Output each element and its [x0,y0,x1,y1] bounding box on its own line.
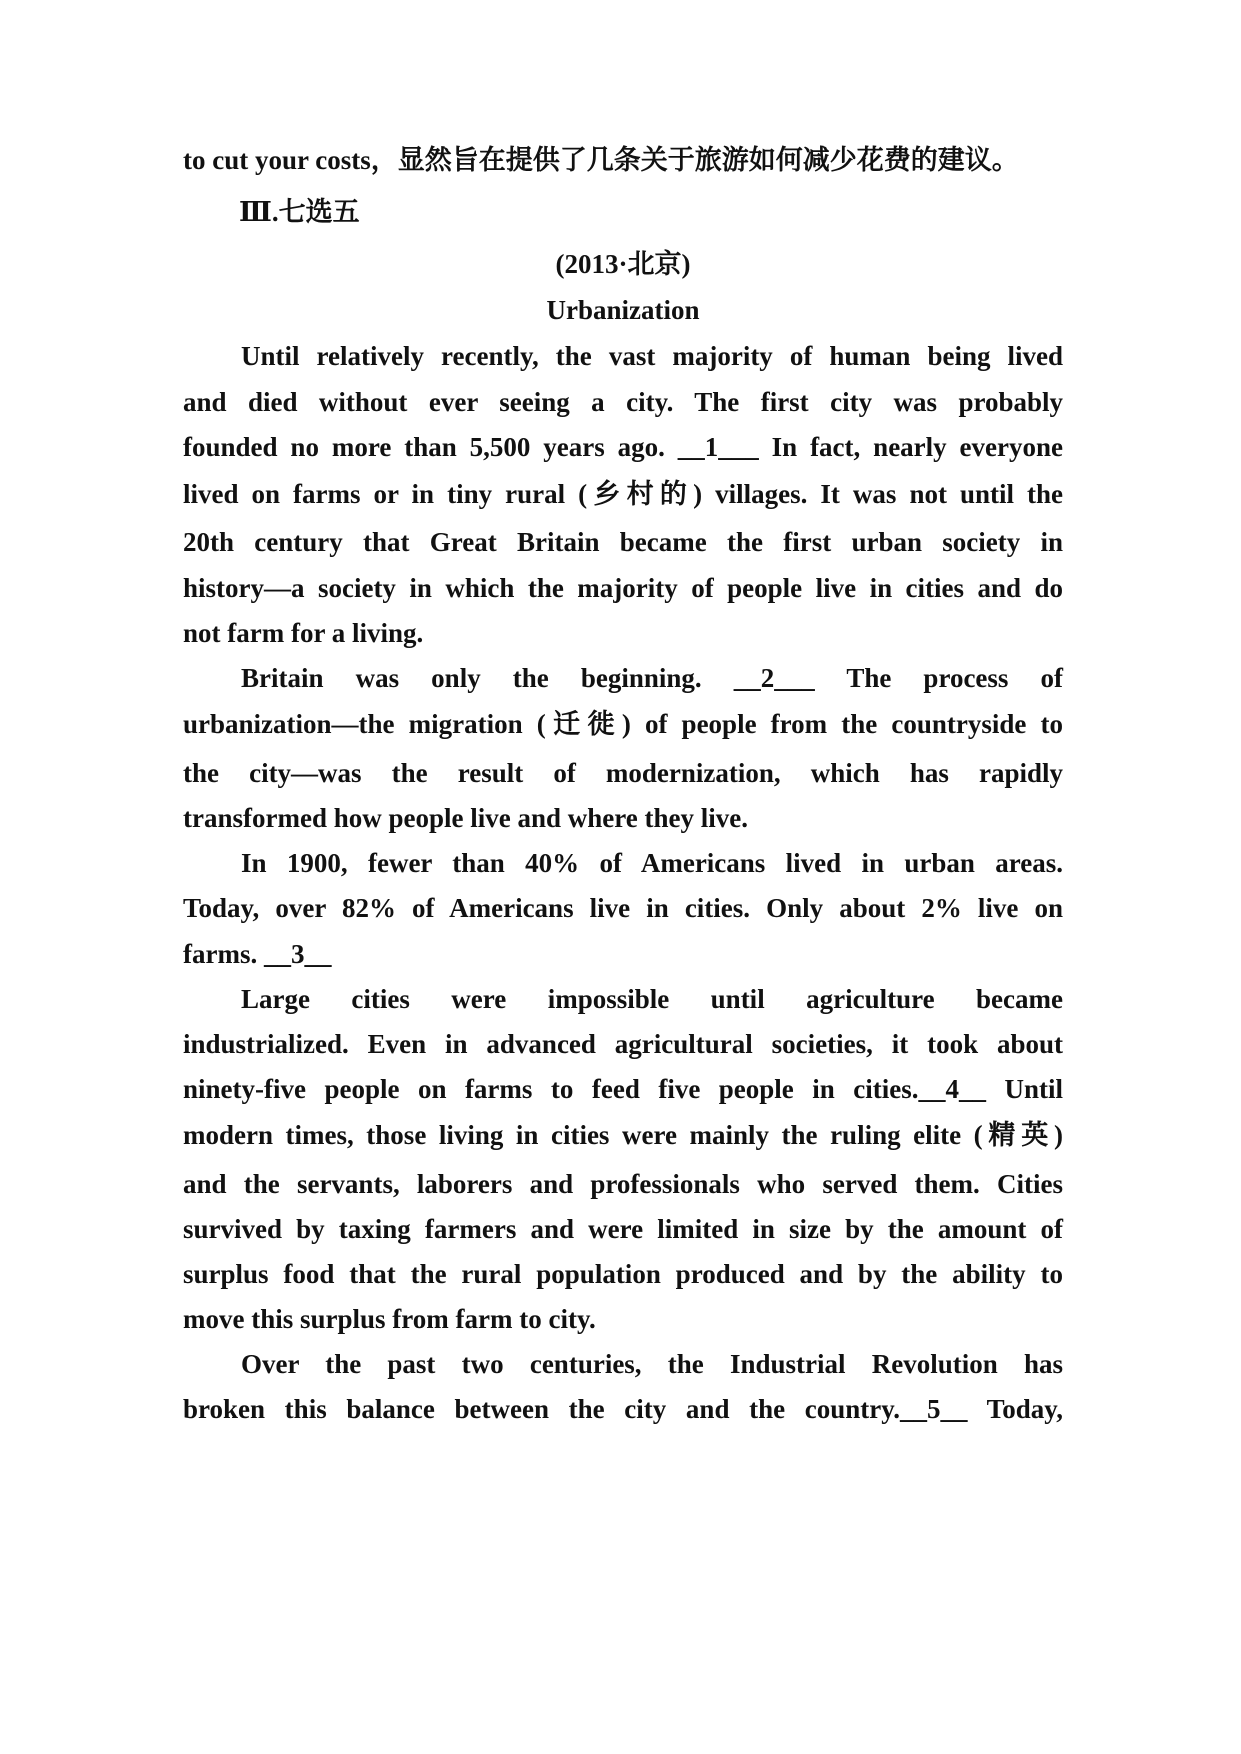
paragraph-2-line-2: urbanization—the migration (迁徙) of people from the countryside to [183,709,1063,739]
paragraph-1-line-2: and died without ever seeing a city. The first city was probably [183,387,1063,417]
paragraph-4-line-4: modern times, those living in cities were mainly the ruling elite (精英) [183,1120,1063,1150]
paragraph-1-line-4: lived on farms or in tiny rural (乡村的) villages. It was not until the [183,479,1063,509]
paragraph-4-line-5: and the servants, laborers and professionals who served them. Cities [183,1169,1063,1199]
paragraph-3-line-3: farms. __3__ [183,939,332,969]
paragraph-1-line-5: 20th century that Great Britain became the first urban society in [183,527,1063,557]
paragraph-5-line-2: broken this balance between the city and the country.__5__ Today, [183,1394,1063,1424]
paragraph-1-line-3: founded no more than 5,500 years ago. __1___ In fact, nearly everyone [183,432,1063,462]
paragraph-4-line-6: survived by taxing farmers and were limited in size by the amount of [183,1214,1063,1244]
source-label: (2013·北京) [555,249,691,279]
paragraph-4-line-3: ninety-five people on farms to feed five people in cities.__4__ Until [183,1074,1063,1104]
passage-title: Urbanization [546,295,700,325]
paragraph-4-line-2: industrialized. Even in advanced agricultural societies, it took about [183,1029,1063,1059]
paragraph-5-line-1: Over the past two centuries, the Industrial Revolution has [241,1349,1063,1379]
paragraph-1-line-1: Until relatively recently, the vast majority of human being lived [241,341,1063,371]
paragraph-2-line-4: transformed how people live and where they live. [183,803,748,833]
paragraph-1-line-6: history—a society in which the majority of people live in cities and do [183,573,1063,603]
section-heading: Ⅲ.七选五 [239,197,360,227]
paragraph-3-line-1: In 1900, fewer than 40% of Americans lived in urban areas. [241,848,1063,878]
paragraph-2-line-3: the city—was the result of modernization, which has rapidly [183,758,1063,788]
paragraph-1-line-7: not farm for a living. [183,618,424,648]
paragraph-4-line-7: surplus food that the rural population produced and by the ability to [183,1259,1063,1289]
paragraph-2-line-1: Britain was only the beginning. __2___ The process of [241,663,1063,693]
intro-line: to cut your costs，显然旨在提供了几条关于旅游如何减少花费的建议。 [183,145,1019,175]
paragraph-3-line-2: Today, over 82% of Americans live in cities. Only about 2% live on [183,893,1063,923]
paragraph-4-line-1: Large cities were impossible until agriculture became [241,984,1063,1014]
paragraph-4-line-8: move this surplus from farm to city. [183,1304,596,1334]
